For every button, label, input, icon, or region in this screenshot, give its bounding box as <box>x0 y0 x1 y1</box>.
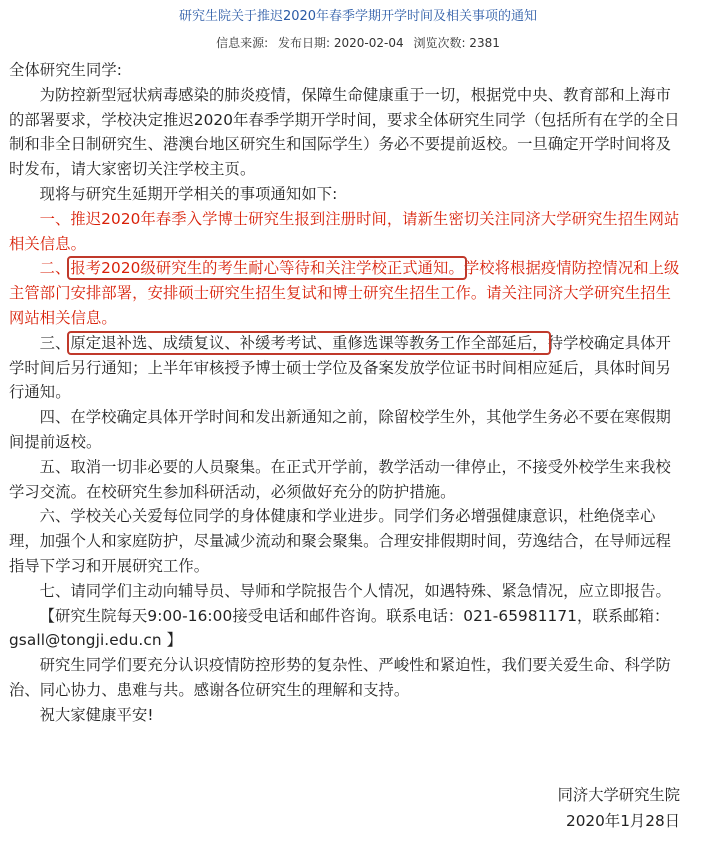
meta-views: 浏览次数: 2381 <box>413 36 500 50</box>
item-2 <box>9 256 685 330</box>
item-2-highlight-box: 报考2020级研究生的考生耐心等待和关注学校正式通知。 <box>70 259 464 278</box>
meta-source: 信息来源: <box>216 36 269 50</box>
lead-paragraph: 现将与研究生延期开学相关的事项通知如下: <box>39 184 338 203</box>
signature <box>558 782 680 834</box>
item-3-highlight-box: 原定退补选、成绩复议、补缓考考试、重修选课等教务工作全部延后， <box>70 333 548 352</box>
item-5: 五、取消一切非必要的人员聚集。在正式开学前，教学活动一律停止，不接受外校学生来我校学习交流。在校研究生参加科研活动，必须做好充分的防护措施。 <box>9 457 671 501</box>
meta-publish-date: 发布日期: 2020-02-04 <box>278 36 404 50</box>
contact-paragraph: 【研究生院每天9:00-16:00接受电话和邮件咨询。联系电话：021-65981171，联系邮箱：gsall@tongji.edu.cn 】 <box>9 606 670 650</box>
item-3-prefix: 三、 <box>39 333 71 352</box>
item-6: 六、学校关心关爱每位同学的身体健康和学业进步。同学们务必增强健康意识，杜绝侥幸心理，加强个人和家庭防护，尽量减少流动和聚会聚集。合理安排假期时间，劳逸结合，在导师远程指导下学习和开展研究工作。 <box>9 507 672 575</box>
item-7: 七、请同学们主动向辅导员、导师和学院报告个人情况，如遇特殊、紧急情况，应立即报告。 <box>39 581 671 600</box>
item-3-rest: 待学校确定具体开学时间后另行通知；上半年审核授予博士硕士学位及备案发放学位证书时间相应延后，具体时间另行通知。 <box>9 333 672 402</box>
notice-title: 研究生院关于推迟2020年春季学期开学时间及相关事项的通知 <box>178 9 538 24</box>
closing-paragraph: 研究生同学们要充分认识疫情防控形势的复杂性、严峻性和紧迫性，我们要关爱生命、科学防治、同心协力、患难与共。感谢各位研究生的理解和支持。 <box>9 656 671 699</box>
item-2-prefix: 二、 <box>39 259 71 278</box>
intro-paragraph: 为防控新型冠状病毒感染的肺炎疫情，保障生命健康重于一切，根据党中央、教育部和上海市的部署要求，学校决定推迟2020年春季学期开学时间，要求全体研究生同学（包括所有在学的全日制和非全日制研究生、港澳台地区研究生和国际学生）务必不要提前返校。一旦确定开学时间将及时发布，请大家密切关注学校主页。 <box>9 85 680 179</box>
signature-org: 同济大学研究生院 <box>557 786 680 804</box>
signature-date: 2020年1月28日 <box>565 812 680 830</box>
wish-paragraph: 祝大家健康平安! <box>39 705 154 724</box>
item-2-rest: 学校将根据疫情防控情况和上级主管部门安排部署，安排硕士研究生招生复试和博士研究生招生工作。请关注同济大学研究生招生网站相关信息。 <box>9 259 680 327</box>
item-3 <box>9 331 685 405</box>
notice-meta <box>0 35 716 51</box>
notice-body <box>9 58 685 728</box>
greeting: 全体研究生同学: <box>9 61 123 79</box>
item-4: 四、在学校确定具体开学时间和发出新通知之前，除留校学生外，其他学生务必不要在寒假期间提前返校。 <box>9 408 671 451</box>
item-1: 一、推迟2020年春季入学博士研究生报到注册时间，请新生密切关注同济大学研究生招生网站相关信息。 <box>9 209 680 253</box>
